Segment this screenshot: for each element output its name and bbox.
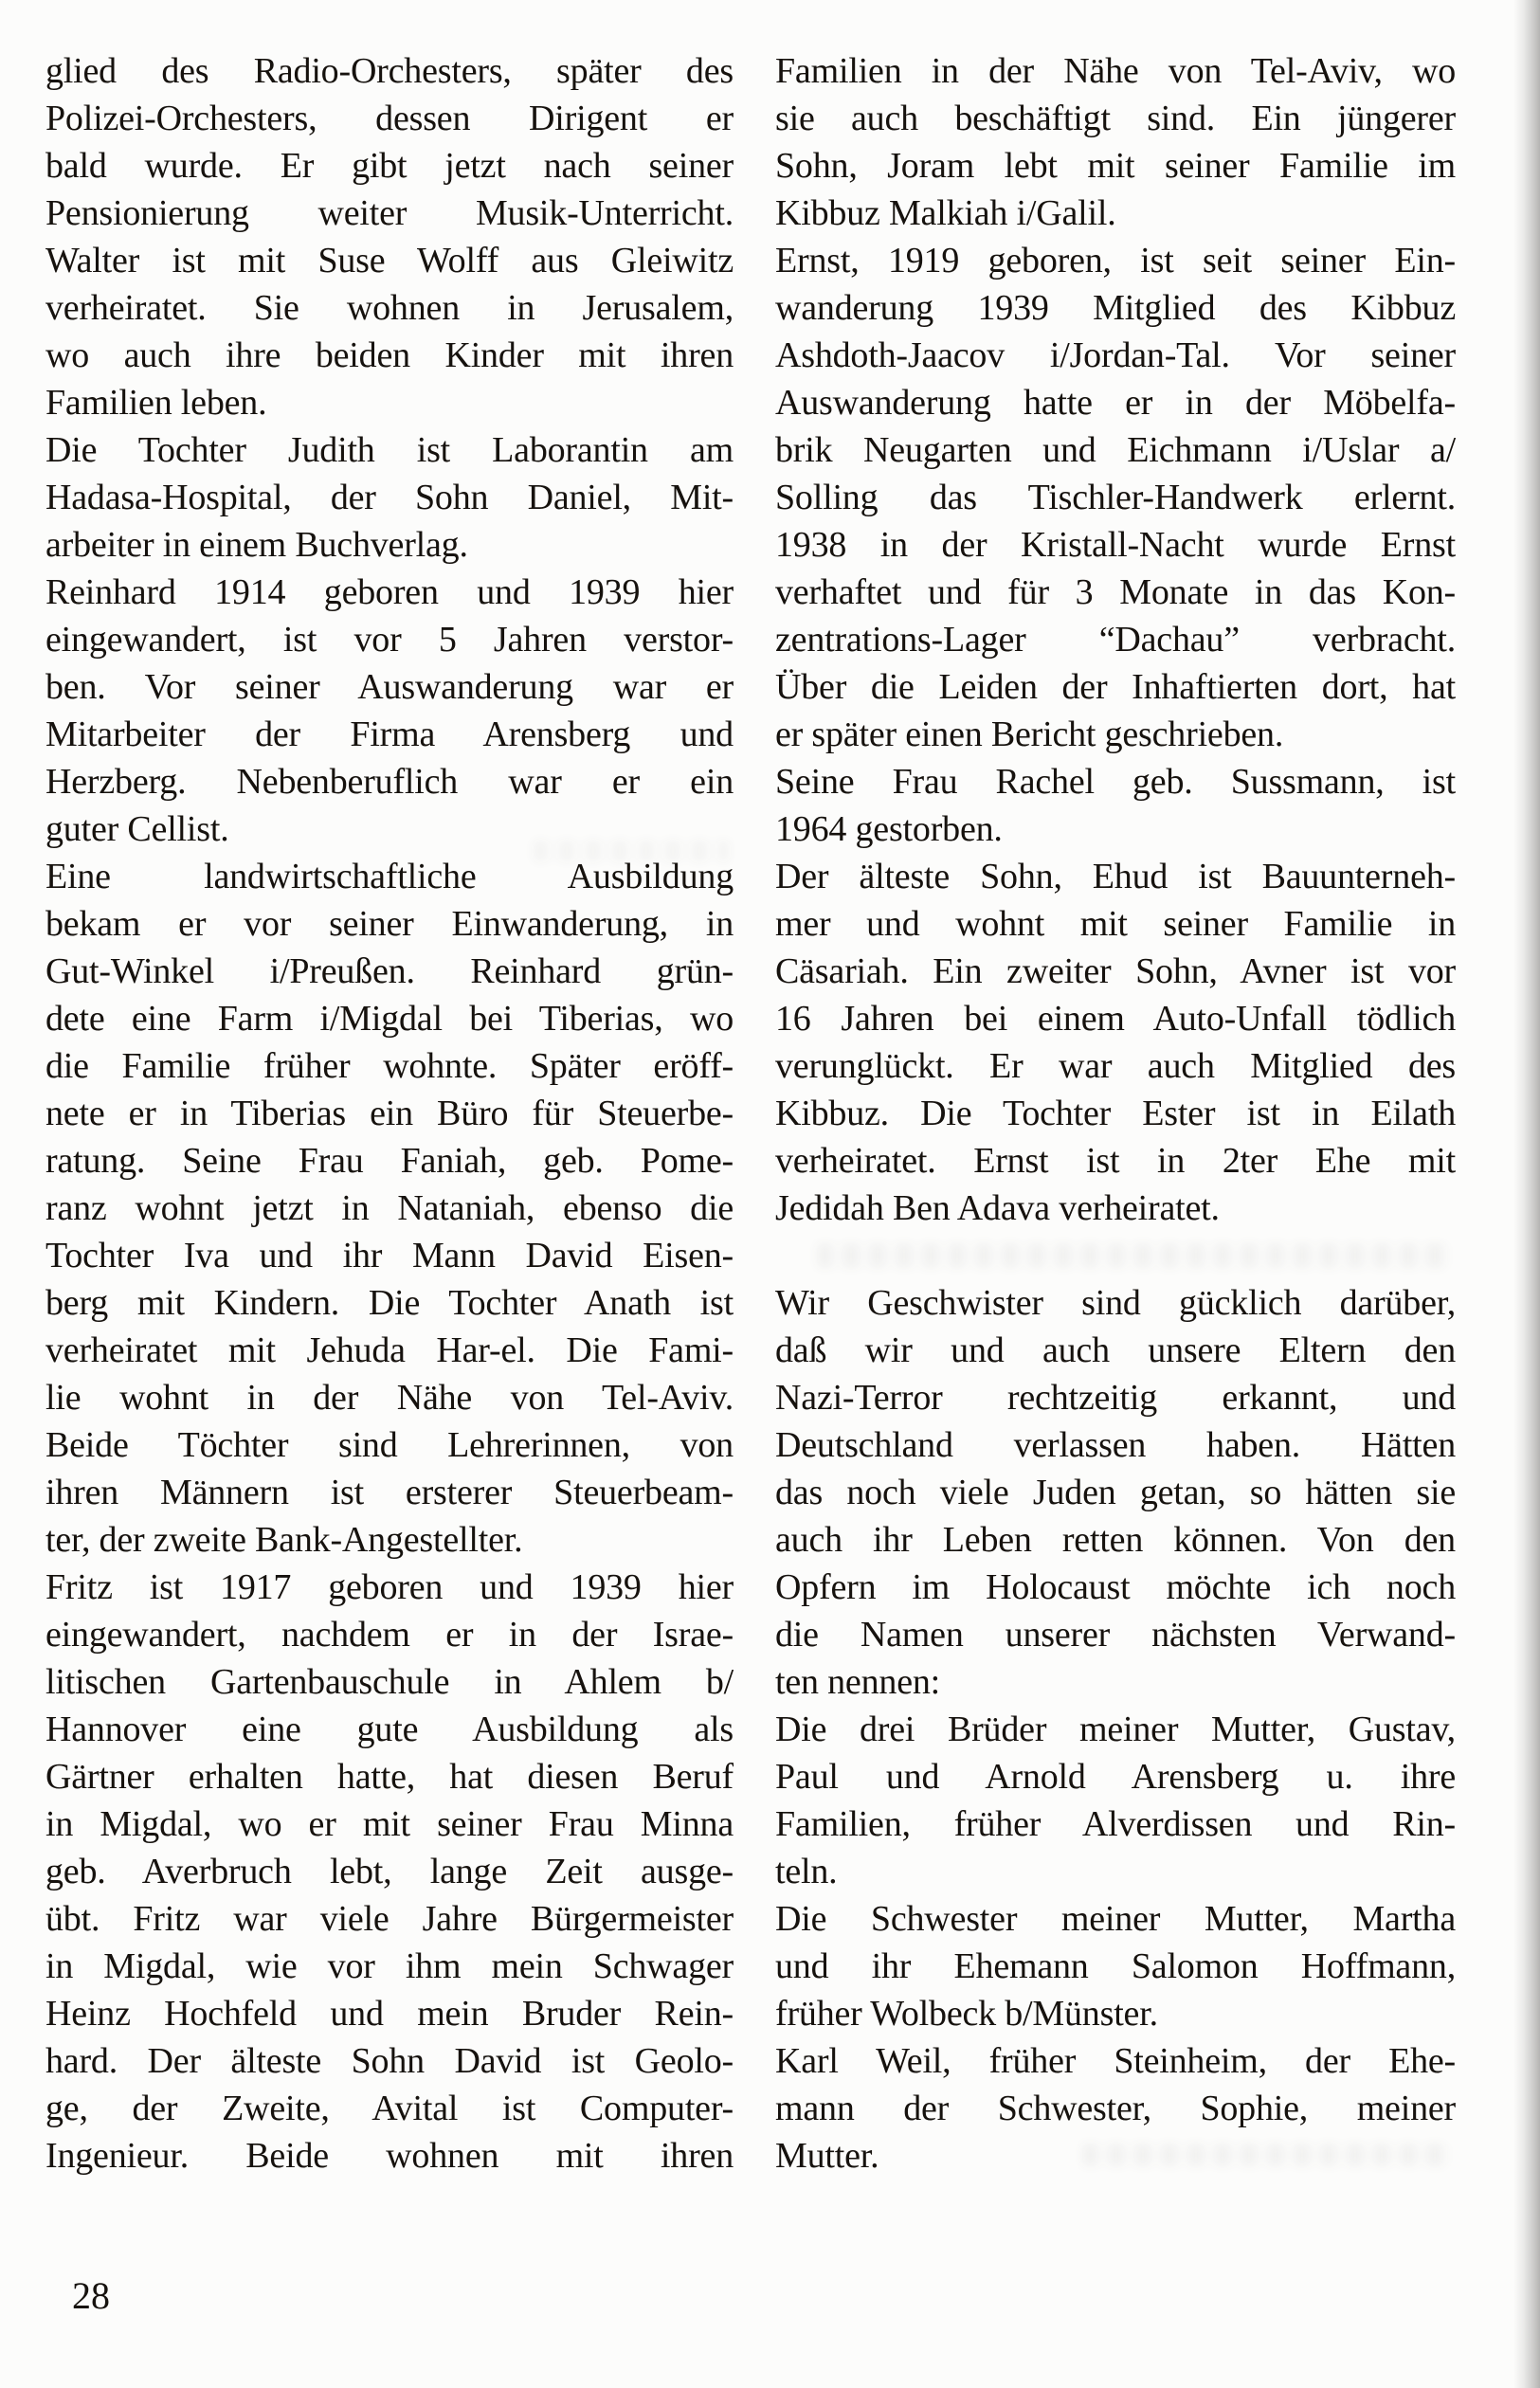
- text-line: wo auch ihre beiden Kinder mit ihren: [45, 335, 734, 375]
- text-line: Fritz ist 1917 geboren und 1939 hier: [45, 1567, 734, 1607]
- text-line: Hadasa-Hospital, der Sohn Daniel, Mit-: [45, 478, 734, 517]
- text-line: verheiratet. Sie wohnen in Jerusalem,: [45, 288, 734, 328]
- text-line: bekam er vor seiner Einwanderung, in: [45, 904, 734, 944]
- text-line: Die Tochter Judith ist Laborantin am: [45, 430, 734, 470]
- text-line: und ihr Ehemann Salomon Hoffmann,: [775, 1946, 1456, 1986]
- text-line: Nazi-Terror rechtzeitig erkannt, und: [775, 1378, 1456, 1418]
- text-line: Mutter.: [775, 2136, 879, 2176]
- text-line: Familien, früher Alverdissen und Rin-: [775, 1804, 1456, 1844]
- text-line: Seine Frau Rachel geb. Sussmann, ist: [775, 762, 1456, 802]
- text-line: Ingenieur. Beide wohnen mit ihren: [45, 2136, 734, 2176]
- text-line: Die Schwester meiner Mutter, Martha: [775, 1899, 1456, 1939]
- text-line: eingewandert, ist vor 5 Jahren verstor-: [45, 620, 734, 660]
- text-line: Walter ist mit Suse Wolff aus Gleiwitz: [45, 241, 734, 280]
- text-line: die Familie früher wohnte. Später eröff-: [45, 1046, 734, 1086]
- text-line: verunglückt. Er war auch Mitglied des: [775, 1046, 1456, 1086]
- page-edge-shadow: [1513, 0, 1540, 2388]
- text-line: sie auch beschäftigt sind. Ein jüngerer: [775, 99, 1456, 138]
- text-line: ranz wohnt jetzt in Nataniah, ebenso die: [45, 1188, 734, 1228]
- text-line: in Migdal, wo er mit seiner Frau Minna: [45, 1804, 734, 1844]
- text-line: ratung. Seine Frau Faniah, geb. Pome-: [45, 1141, 734, 1181]
- text-line: ben. Vor seiner Auswanderung war er: [45, 667, 734, 707]
- text-line: 16 Jahren bei einem Auto-Unfall tödlich: [775, 999, 1456, 1039]
- text-line: ihren Männern ist ersterer Steuerbeam-: [45, 1473, 734, 1512]
- text-line: Auswanderung hatte er in der Möbelfa-: [775, 383, 1456, 423]
- text-line: in Migdal, wie vor ihm mein Schwager: [45, 1946, 734, 1986]
- text-line: Kibbuz. Die Tochter Ester ist in Eilath: [775, 1094, 1456, 1133]
- text-line: Der älteste Sohn, Ehud ist Bauunterneh-: [775, 857, 1456, 896]
- text-line: ten nennen:: [775, 1662, 941, 1702]
- text-line: hard. Der älteste Sohn David ist Geolo-: [45, 2041, 734, 2081]
- text-line: daß wir und auch unsere Eltern den: [775, 1330, 1456, 1370]
- bleed-through-artifact: [817, 1243, 1450, 1268]
- text-line: guter Cellist.: [45, 809, 229, 849]
- text-line: Hannover eine gute Ausbildung als: [45, 1710, 734, 1749]
- text-line: Pensionierung weiter Musik-Unterricht.: [45, 193, 734, 233]
- text-column-left: [45, 47, 734, 2180]
- text-line: Jedidah Ben Adava verheiratet.: [775, 1188, 1220, 1228]
- text-line: litischen Gartenbauschule in Ahlem b/: [45, 1662, 734, 1702]
- text-line: Ernst, 1919 geboren, ist seit seiner Ein-: [775, 241, 1456, 280]
- text-line: arbeiter in einem Buchverlag.: [45, 525, 468, 565]
- text-line: Mitarbeiter der Firma Arensberg und: [45, 715, 734, 754]
- text-line: Cäsariah. Ein zweiter Sohn, Avner ist vor: [775, 951, 1456, 991]
- text-line: berg mit Kindern. Die Tochter Anath ist: [45, 1283, 734, 1323]
- text-line: Polizei-Orchesters, dessen Dirigent er: [45, 99, 734, 138]
- text-line: verhaftet und für 3 Monate in das Kon-: [775, 572, 1456, 612]
- page-number: 28: [72, 2274, 110, 2317]
- text-line: Familien leben.: [45, 383, 267, 423]
- text-line: Wir Geschwister sind gücklich darüber,: [775, 1283, 1456, 1323]
- text-line: eingewandert, nachdem er in der Israe-: [45, 1615, 734, 1655]
- text-line: Familien in der Nähe von Tel-Aviv, wo: [775, 51, 1456, 91]
- text-line: verheiratet. Ernst ist in 2ter Ehe mit: [775, 1141, 1456, 1181]
- text-line: bald wurde. Er gibt jetzt nach seiner: [45, 146, 734, 186]
- text-line: 1964 gestorben.: [775, 809, 1003, 849]
- text-line: Die drei Brüder meiner Mutter, Gustav,: [775, 1710, 1456, 1749]
- text-line: mann der Schwester, Sophie, meiner: [775, 2089, 1456, 2128]
- text-line: 1938 in der Kristall-Nacht wurde Ernst: [775, 525, 1456, 565]
- text-line: geb. Averbruch lebt, lange Zeit ausge-: [45, 1852, 734, 1891]
- text-line: Gärtner erhalten hatte, hat diesen Beruf: [45, 1757, 734, 1797]
- text-line: Tochter Iva und ihr Mann David Eisen-: [45, 1236, 734, 1275]
- text-line: Deutschland verlassen haben. Hätten: [775, 1425, 1456, 1465]
- text-line: auch ihr Leben retten können. Von den: [775, 1520, 1456, 1560]
- text-line: Reinhard 1914 geboren und 1939 hier: [45, 572, 734, 612]
- text-line: Gut-Winkel i/Preußen. Reinhard grün-: [45, 951, 734, 991]
- text-line: Heinz Hochfeld und mein Bruder Rein-: [45, 1994, 734, 2034]
- text-line: Ashdoth-Jaacov i/Jordan-Tal. Vor seiner: [775, 335, 1456, 375]
- text-line: Herzberg. Nebenberuflich war er ein: [45, 762, 734, 802]
- text-line: früher Wolbeck b/Münster.: [775, 1994, 1158, 2034]
- text-line: Sohn, Joram lebt mit seiner Familie im: [775, 146, 1456, 186]
- text-line: dete eine Farm i/Migdal bei Tiberias, wo: [45, 999, 734, 1039]
- text-line: nete er in Tiberias ein Büro für Steuerbe-: [45, 1094, 734, 1133]
- text-line: Über die Leiden der Inhaftierten dort, hat: [775, 667, 1456, 707]
- text-line: verheiratet mit Jehuda Har-el. Die Fami-: [45, 1330, 734, 1370]
- bleed-through-artifact: [1082, 2144, 1450, 2166]
- text-line: lie wohnt in der Nähe von Tel-Aviv.: [45, 1378, 734, 1418]
- text-line: Paul und Arnold Arensberg u. ihre: [775, 1757, 1456, 1797]
- bleed-through-artifact: [533, 840, 730, 862]
- text-line: übt. Fritz war viele Jahre Bürgermeister: [45, 1899, 734, 1939]
- text-line: ge, der Zweite, Avital ist Computer-: [45, 2089, 734, 2128]
- text-line: das noch viele Juden getan, so hätten sie: [775, 1473, 1456, 1512]
- text-line: er später einen Bericht geschrieben.: [775, 715, 1284, 754]
- text-line: Solling das Tischler-Handwerk erlernt.: [775, 478, 1456, 517]
- text-line: brik Neugarten und Eichmann i/Uslar a/: [775, 430, 1456, 470]
- text-line: glied des Radio-Orchesters, später des: [45, 51, 734, 91]
- text-line: wanderung 1939 Mitglied des Kibbuz: [775, 288, 1456, 328]
- text-line: mer und wohnt mit seiner Familie in: [775, 904, 1456, 944]
- text-line: Opfern im Holocaust möchte ich noch: [775, 1567, 1456, 1607]
- text-line: Kibbuz Malkiah i/Galil.: [775, 193, 1116, 233]
- text-line: Beide Töchter sind Lehrerinnen, von: [45, 1425, 734, 1465]
- text-column-right: [775, 47, 1456, 2180]
- text-line: teln.: [775, 1852, 838, 1891]
- text-line: Eine landwirtschaftliche Ausbildung: [45, 857, 734, 896]
- text-line: ter, der zweite Bank-Angestellter.: [45, 1520, 523, 1560]
- text-line: Karl Weil, früher Steinheim, der Ehe-: [775, 2041, 1456, 2081]
- text-line: die Namen unserer nächsten Verwand-: [775, 1615, 1456, 1655]
- text-line: zentrations-Lager “Dachau” verbracht.: [775, 620, 1456, 660]
